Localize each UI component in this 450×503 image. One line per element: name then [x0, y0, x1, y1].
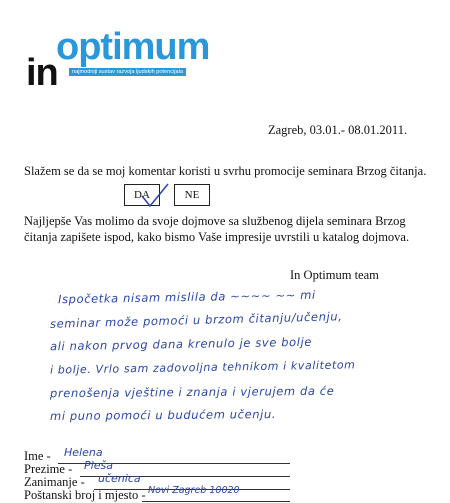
- no-checkbox[interactable]: [174, 184, 210, 206]
- date-line: Zagreb, 03.01.- 08.01.2011.: [268, 123, 408, 137]
- handwritten-line: seminar može pomoći u brzom čitanju/učenju,: [49, 309, 343, 331]
- intro-text-line1: Najljepše Vas molimo da svoje dojmove sa službenog dijela seminara Brzog: [24, 214, 406, 228]
- logo-tagline: najmodniji sustav razvoja ljudskih potencijala: [69, 68, 186, 76]
- consent-text: Slažem se da se moj komentar koristi u svrhu promocije seminara Brzog čitanja.: [24, 164, 427, 178]
- postal-label: Poštanski broj i mjesto -: [24, 488, 146, 502]
- handwritten-line: i bolje. Vrlo sam zadovoljna tehnikom i kvalitetom: [49, 358, 356, 377]
- company-logo: [26, 28, 216, 98]
- intro-text-line2: čitanja zapišete ispod, kako bismo Vaše impresije uvrstili u katalog dojmova.: [24, 230, 410, 244]
- occupation-label: Zanimanje -: [24, 475, 85, 489]
- handwritten-line: ali nakon prvog dana krenulo je sve bolje: [49, 334, 313, 354]
- postal-value: Novi Zagreb 10020: [148, 485, 240, 496]
- yes-label: DA: [134, 189, 150, 201]
- team-signature: In Optimum team: [290, 268, 379, 282]
- surname-label: Prezime -: [24, 462, 73, 476]
- surname-value: Pleša: [84, 459, 113, 472]
- occupation-value: učenica: [98, 472, 141, 485]
- name-label: Ime -: [24, 449, 51, 463]
- logo-prefix: in: [26, 52, 58, 94]
- handwritten-line: Ispočetka nisam mislila da ~~~~ ~~ mi: [57, 287, 316, 307]
- no-label: NE: [184, 189, 200, 201]
- name-value: Helena: [64, 446, 103, 459]
- handwritten-line: mi puno pomoći u budućem učenju.: [49, 407, 277, 423]
- checkmark-icon: [140, 182, 170, 210]
- postal-field[interactable]: [142, 501, 290, 502]
- logo-brand: optimum: [56, 26, 210, 68]
- handwritten-line: prenošenja vještine i znanja i vjerujem da će: [49, 383, 335, 401]
